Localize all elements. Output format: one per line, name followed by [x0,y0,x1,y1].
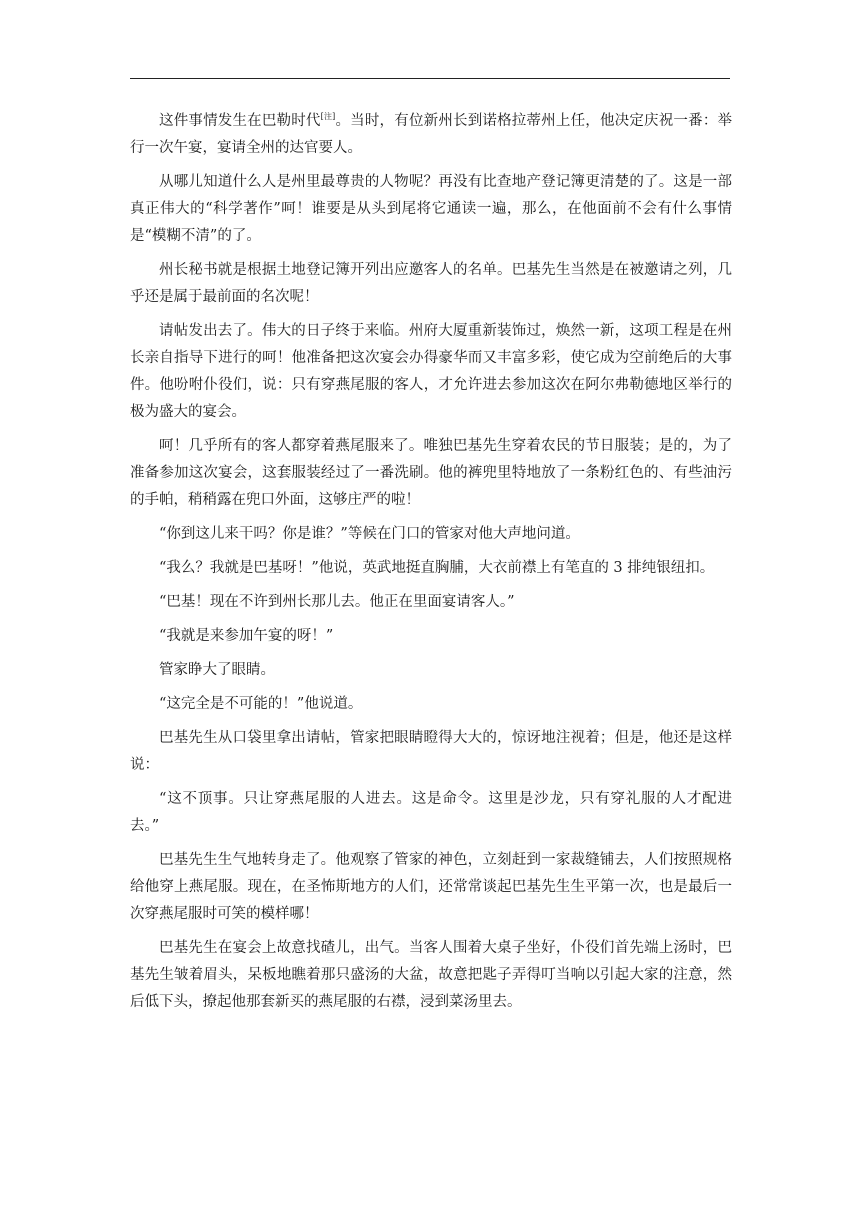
footnote-marker: [注] [320,112,336,122]
paragraph-13: “这不顶事。只让穿燕尾服的人进去。这是命令。这里是沙龙，只有穿礼服的人才配进去。” [130,791,732,834]
paragraph-3: 州长秘书就是根据土地登记簿开列出应邀客人的名单。巴基先生当然是在被邀请之列，几乎还是属于最前面的名次呢！ [130,262,732,305]
paragraph-1-text-a: 这件事情发生在巴勒时代 [159,113,321,129]
paragraph-9: “我就是来参加午宴的呀！” [159,628,334,644]
paragraph-1 [130,108,732,162]
paragraph-8: “巴基！现在不许到州长那儿去。他正在里面宴请客人。” [159,594,515,610]
paragraph-6: “你到这儿来干吗？你是谁？”等候在门口的管家对他大声地问道。 [159,526,580,542]
paragraph-2: 从哪儿知道什么人是州里最尊贵的人物呢？再没有比查地产登记簿更清楚的了。这是一部真正伟大的“科学著作”呵！谁要是从头到尾将它通读一遍，那么，在他面前不会有什么事情是“模糊不清”的了。 [130,174,732,244]
paragraph-11: “这完全是不可能的！”他说道。 [159,696,363,712]
paragraph-12: 巴基先生从口袋里拿出请帖，管家把眼睛瞪得大大的，惊讶地注视着；但是，他还是这样说： [130,730,732,773]
paragraph-4: 请帖发出去了。伟大的日子终于来临。州府大厦重新装饰过，焕然一新，这项工程是在州长亲自指导下进行的呵！他准备把这次宴会办得豪华而又丰富多彩，使它成为空前绝后的大事件。他吩咐仆役们，说：只有穿燕尾服的客人，才允许进去参加这次在阿尔弗勒德地区举行的极为盛大的宴会。 [130,323,732,420]
article-body [130,108,732,1023]
paragraph-5: 呵！几乎所有的客人都穿着燕尾服来了。唯独巴基先生穿着农民的节日服装；是的，为了准备参加这次宴会，这套服装经过了一番洗刷。他的裤兜里特地放了一条粉红色的、有些油污的手帕，稍稍露在兜口外面，这够庄严的啦！ [130,438,732,508]
paragraph-15: 巴基先生在宴会上故意找碴儿，出气。当客人围着大桌子坐好，仆役们首先端上汤时，巴基先生皱着眉头，呆板地瞧着那只盛汤的大盆，故意把匙子弄得叮当响以引起大家的注意，然后低下头，撩起他那套新买的燕尾服的右襟，浸到菜汤里去。 [130,940,732,1010]
paragraph-14: 巴基先生生气地转身走了。他观察了管家的神色，立刻赶到一家裁缝铺去，人们按照规格给他穿上燕尾服。现在，在圣怖斯地方的人们，还常常谈起巴基先生生平第一次，也是最后一次穿燕尾服时可笑的模样哪！ [130,852,732,922]
paragraph-7: “我么？我就是巴基呀！”他说，英武地挺直胸脯，大衣前襟上有笔直的 3 排纯银纽扣。 [159,560,715,576]
header-rule [130,78,730,79]
paragraph-10: 管家睁大了眼睛。 [159,662,275,678]
paragraph-1-text-b: 。当时，有位新州长到诺格拉蒂州上任，他决定庆祝一番：举行一次午宴，宴请全州的达官要人。 [130,113,733,156]
